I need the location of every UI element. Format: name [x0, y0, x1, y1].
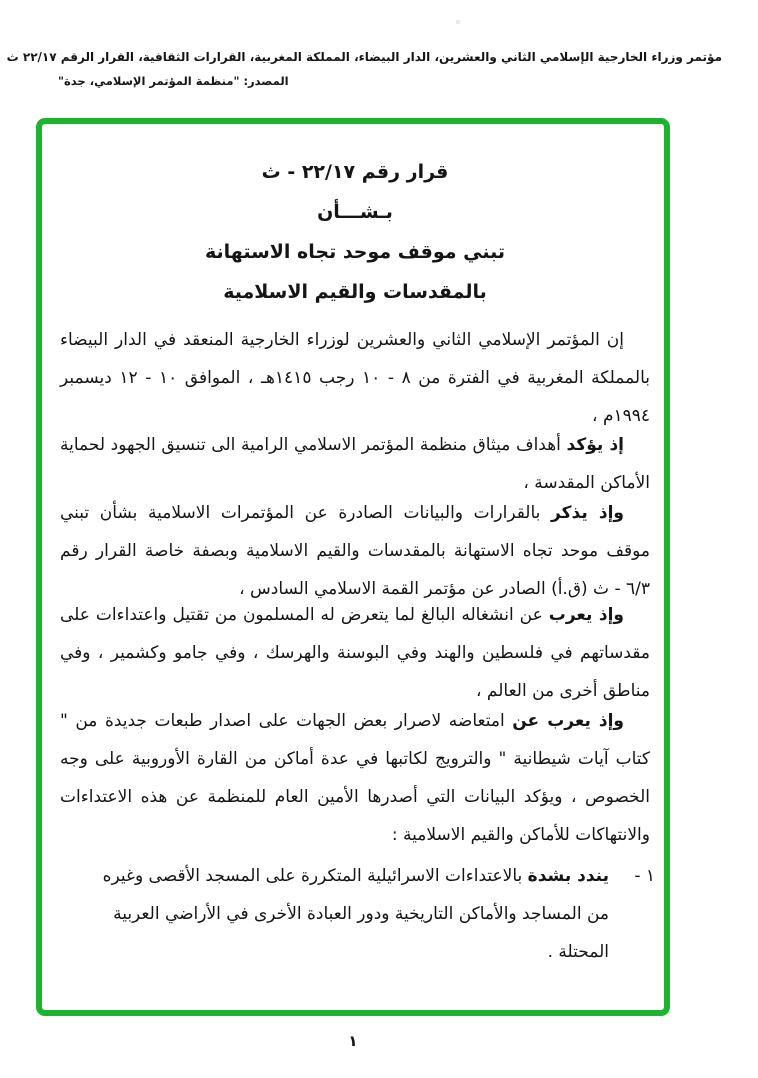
paragraph-expressing-concern [60, 596, 650, 710]
paragraph-lead: وإذ يعرب عن [512, 711, 625, 731]
resolution-subject-title-line1: تبني موقف موحد تجاه الاستهانة [204, 241, 506, 263]
item-text: بالاعتداءات الاسرائيلية المتكررة على المسجد الأقصى وغيره من المساجد والأماكن التاريخية ودور العبادة الأخرى في الأراضي العربية المحتلة . [102, 866, 609, 962]
item-body [80, 857, 609, 971]
paragraph-text: إن المؤتمر الإسلامي الثاني والعشرين لوزراء الخارجية المنعقد في الدار البيضاء بالمملكة المغربية في الفترة من ٨ - ١٠ رجب ١٤١٥هـ ، الموافق ١٠ - ١٢ ديسمبر ١٩٩٤م ، [60, 330, 651, 426]
header-source-line: المصدر: "منظمة المؤتمر الإسلامي، جدة" [58, 74, 289, 88]
header-citation-line: مؤتمر وزراء الخارجية الإسلامي الثاني والعشرين، الدار البيضاء، المملكة المغربية، القرارات الثقافية، القرار الرقم ٢٢/١٧ ث [6, 50, 722, 64]
paragraph-lead: إذ يؤكد [566, 435, 624, 455]
paragraph-lead: وإذ يذكر [551, 503, 624, 523]
paragraph-preamble [60, 321, 650, 435]
paragraph-text: عن انشغاله البالغ لما يتعرض له المسلمون من تقتيل واعتداءات على مقدساتهم في فلسطين والهند وفي البوسنة والهرسك ، وفي جامو وكشمير ، وفي مناطق أخرى من العالم ، [60, 605, 650, 701]
paragraph-text: امتعاضه لاصرار بعض الجهات على اصدار طبعات جديدة من " كتاب آيات شيطانية " والترويج لكاتبها في عدة أماكن من القارة الأوروبية على وجه الخصوص ، ويؤكد البيانات التي أصدرها الأمين العام للمنظمة عن هذه الاعتداءات والانتهاكات للأماكن والقيم الاسلامية : [60, 711, 650, 845]
resolution-title-block [60, 152, 650, 312]
paragraph-text: بالقرارات والبيانات الصادرة عن المؤتمرات الاسلامية بشأن تبني موقف موحد تجاه الاستهانة بالمقدسات والقيم الاسلامية وبصفة خاصة القرار رقم ٦/٣ - ث (ق.أ) الصادر عن مؤتمر القمة الاسلامي السادس ، [60, 503, 650, 599]
page-number: ١ [348, 1032, 358, 1050]
resolution-subject-title-line2: بالمقدسات والقيم الاسلامية [223, 281, 487, 303]
scan-artifact-dot [456, 20, 460, 24]
paragraph-lead: وإذ يعرب [548, 605, 624, 625]
numbered-item-1 [80, 857, 655, 971]
resolution-number-title: قرار رقم ٢٢/١٧ - ث [261, 161, 449, 183]
item-number: ١ - [634, 866, 655, 886]
paragraph-recalling [60, 494, 650, 608]
paragraph-affirming [60, 426, 650, 502]
resolution-regarding-title: بـشـــأن [317, 201, 393, 223]
item-lead: يندد بشدة [527, 866, 609, 886]
paragraph-text: أهداف ميثاق منظمة المؤتمر الاسلامي الرامية الى تنسيق الجهود لحماية الأماكن المقدسة ، [60, 435, 650, 493]
paragraph-expressing-displeasure [60, 702, 650, 854]
